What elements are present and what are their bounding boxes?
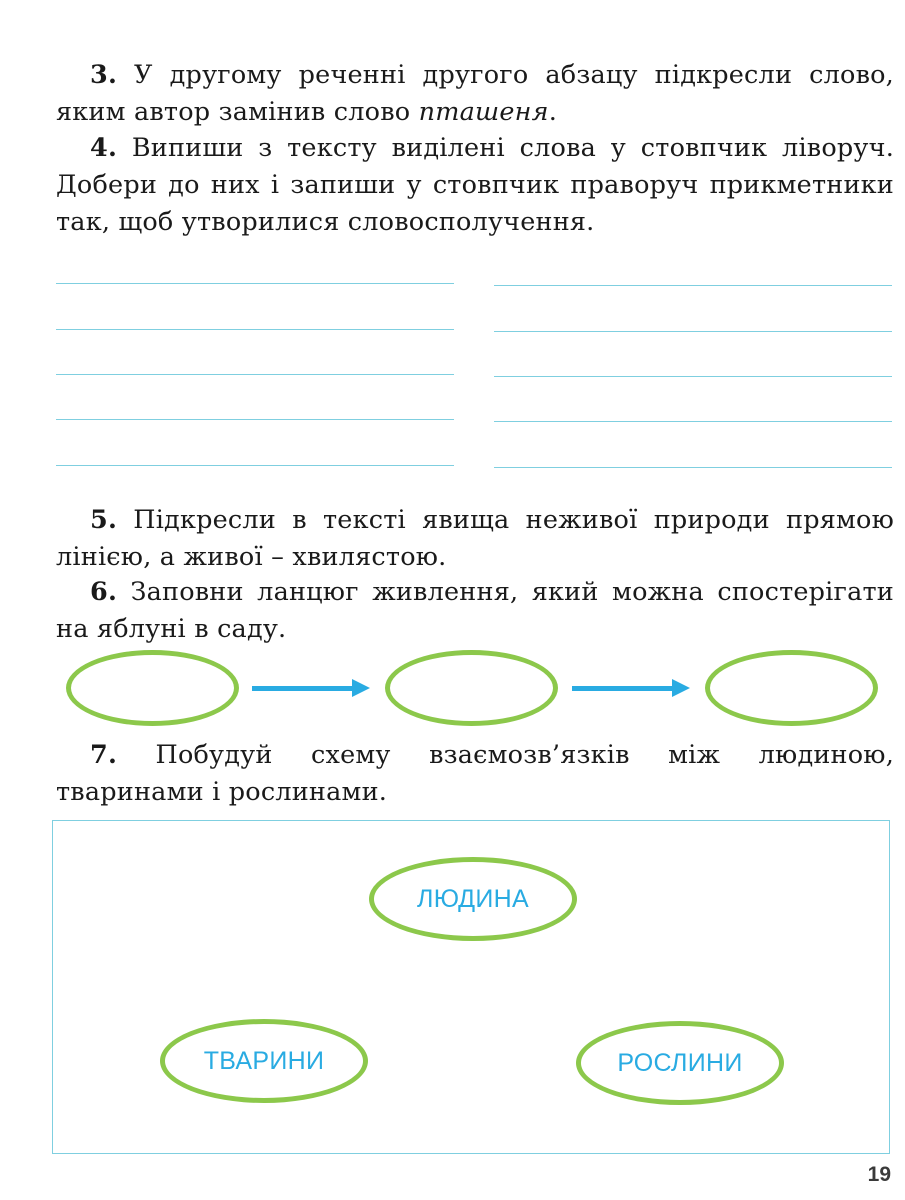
task-3-text: У другому реченні другого абзацу підкресли слово, яким автор замінив слово (56, 60, 894, 127)
writing-line-right-3[interactable] (494, 376, 892, 377)
task-6 (56, 574, 894, 648)
scheme-node-human: ЛЮДИНА (369, 857, 577, 941)
task-5-number: 5. (90, 505, 118, 535)
scheme-node-plants: РОСЛИНИ (576, 1021, 784, 1105)
page-number: 19 (867, 1163, 891, 1186)
task-5-text: Підкресли в тексті явища неживої природи прямою лінією, а живої – хвилястою. (56, 505, 894, 572)
writing-line-left-4[interactable] (56, 419, 454, 420)
task-3-italic-word: пташеня (418, 97, 549, 127)
task-6-text: Заповни ланцюг живлення, який можна спостерігати на яблуні в саду. (56, 577, 895, 644)
task-4-number: 4. (90, 133, 118, 163)
task-7-number: 7. (90, 740, 118, 770)
task-3-text-end: . (548, 97, 558, 127)
task-3-number: 3. (90, 60, 118, 90)
writing-line-left-1[interactable] (56, 283, 454, 284)
task-4-text: Випиши з тексту виділені слова у стовпчик ліворуч. Добери до них і запиши у стовпчик праворуч прикметники так, щоб утворилися словосполучення. (56, 133, 894, 237)
writing-line-right-4[interactable] (494, 421, 892, 422)
task-7-text: Побудуй схему взаємозв’язків між людиною, тваринами і рослинами. (56, 740, 894, 807)
writing-line-right-5[interactable] (494, 467, 892, 468)
food-chain-oval-2[interactable] (385, 650, 558, 726)
scheme-node-animals: ТВАРИНИ (160, 1019, 368, 1103)
relationship-scheme-box[interactable] (52, 820, 890, 1154)
writing-line-left-2[interactable] (56, 329, 454, 330)
food-chain-arrow-2 (572, 686, 676, 691)
writing-line-left-5[interactable] (56, 465, 454, 466)
food-chain-oval-3[interactable] (705, 650, 878, 726)
writing-line-right-2[interactable] (494, 331, 892, 332)
food-chain-oval-1[interactable] (66, 650, 239, 726)
writing-line-right-1[interactable] (494, 285, 892, 286)
writing-line-left-3[interactable] (56, 374, 454, 375)
task-4 (56, 130, 894, 241)
task-6-number: 6. (90, 577, 118, 607)
task-7 (56, 737, 894, 811)
task-3 (56, 57, 894, 131)
food-chain-arrow-1 (252, 686, 356, 691)
task-5 (56, 502, 894, 576)
